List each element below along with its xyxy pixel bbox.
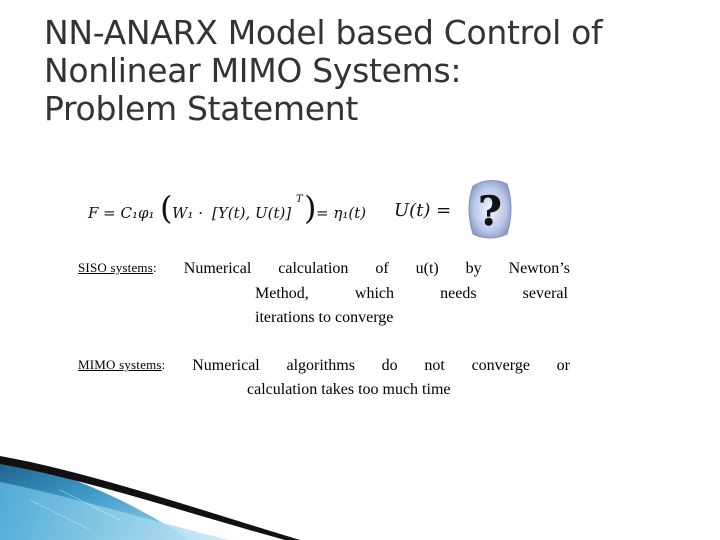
decorative-wave xyxy=(0,430,720,540)
title-line-1: NN-ANARX Model based Control of xyxy=(44,13,603,52)
mimo-word: or xyxy=(556,357,570,374)
siso-word: of xyxy=(375,260,389,277)
mimo-word: not xyxy=(424,357,445,374)
equation-weight: W₁ · xyxy=(172,204,203,222)
slide-title xyxy=(44,14,602,128)
equation-rhs: = η₁(t) xyxy=(316,204,367,222)
mimo-word: converge xyxy=(471,357,530,374)
mimo-line-1 xyxy=(78,357,570,375)
mimo-word: Numerical xyxy=(192,357,260,374)
mimo-label: MIMO systems: xyxy=(78,357,166,372)
siso-word: needs xyxy=(440,285,477,302)
mimo-word: algorithms xyxy=(286,357,355,374)
mimo-line-2: calculation takes too much time xyxy=(247,381,451,398)
title-line-3: Problem Statement xyxy=(44,89,358,128)
control-equation xyxy=(88,178,528,248)
equation-args: [Y(t), U(t)] xyxy=(212,204,292,222)
question-mark-icon xyxy=(467,178,513,240)
equation-open-paren: ( xyxy=(160,189,173,227)
siso-word: calculation xyxy=(278,260,349,277)
siso-word: by xyxy=(465,260,482,277)
control-input-lhs: U(t) = xyxy=(394,200,452,221)
siso-line-2 xyxy=(255,285,568,303)
siso-word: which xyxy=(354,285,394,302)
title-line-2: Nonlinear MIMO Systems: xyxy=(44,51,462,90)
siso-word: Numerical xyxy=(183,260,252,277)
siso-line-3: iterations to converge xyxy=(255,309,394,326)
equation-lhs: F = C₁φ₁ xyxy=(88,204,155,222)
equation-close-paren: ) xyxy=(304,189,317,227)
equation-transpose: T xyxy=(296,194,303,205)
siso-word: Newton’s xyxy=(508,260,570,277)
siso-label: SISO systems: xyxy=(78,260,157,275)
siso-word: Method, xyxy=(255,285,309,302)
mimo-word: do xyxy=(381,357,398,374)
siso-line-1 xyxy=(78,260,570,278)
siso-word: u(t) xyxy=(415,260,439,277)
unknown-glyph: ? xyxy=(478,188,502,235)
siso-word: several xyxy=(522,285,568,302)
